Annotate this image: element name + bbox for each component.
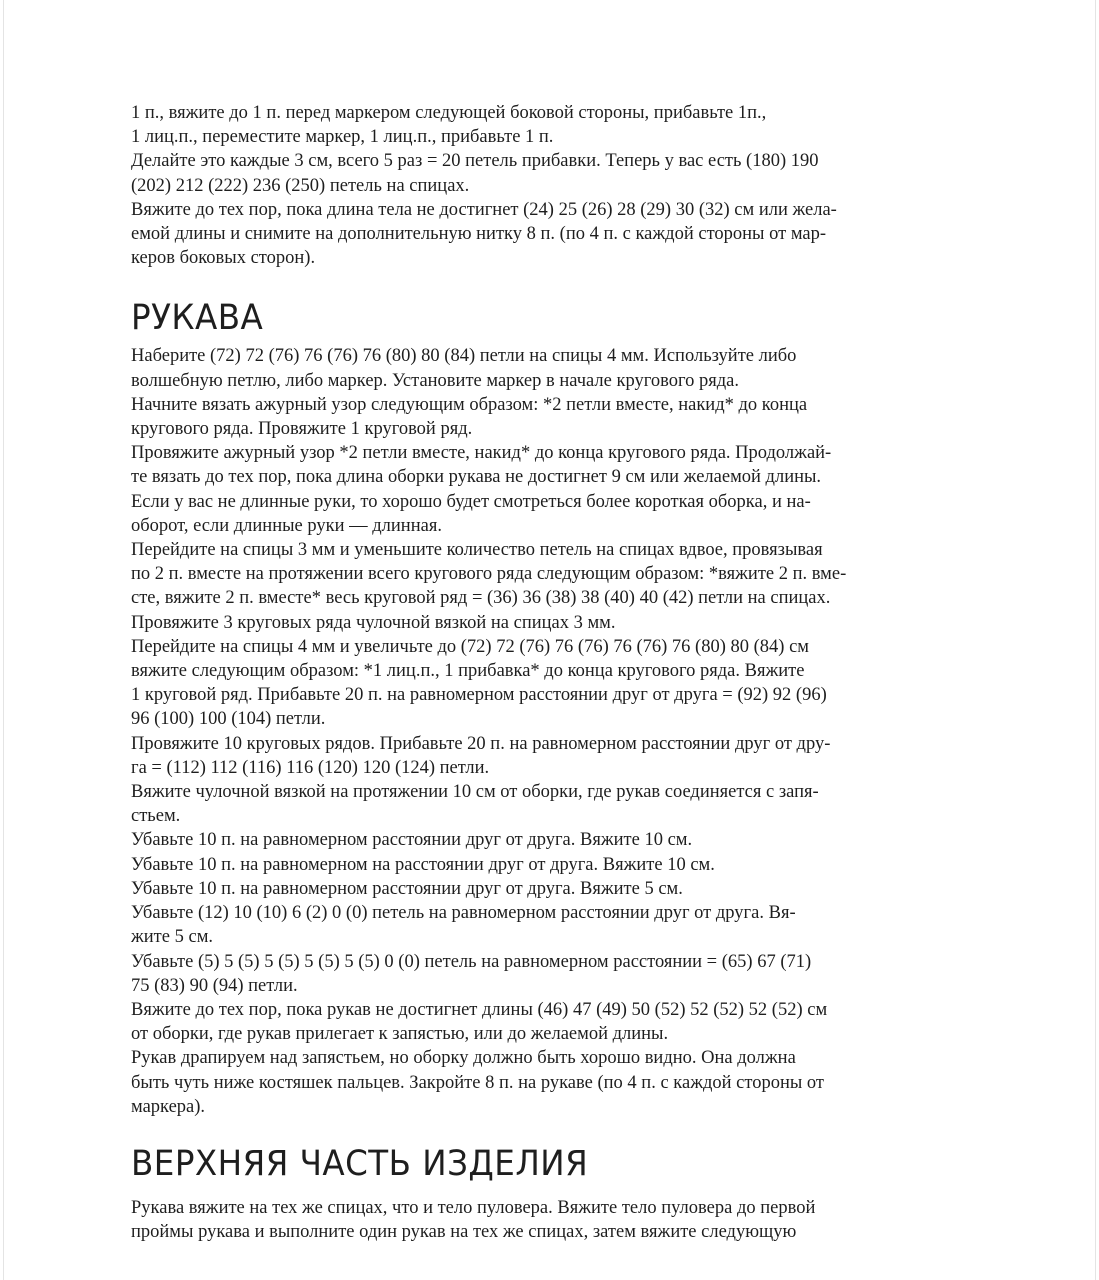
text-line: Наберите (72) 72 (76) 76 (76) 76 (80) 80 (84) петли на спицы 4 мм. Используйте либо xyxy=(131,346,797,367)
paragraph xyxy=(131,780,931,828)
text-line: от оборки, где рукав прилегает к запястью, или до желаемой длины. xyxy=(131,1024,669,1045)
text-line: 75 (83) 90 (94) петли. xyxy=(131,975,298,996)
text-line: стьем. xyxy=(131,806,181,827)
paragraph xyxy=(131,998,931,1046)
paragraph xyxy=(131,853,931,877)
sleeves-section xyxy=(131,344,931,1119)
paragraph xyxy=(131,393,931,441)
text-line: оборот, если длинные руки — длинная. xyxy=(131,515,442,536)
paragraph xyxy=(131,344,931,392)
text-line: по 2 п. вместе на протяжении всего кругового ряда следующим образом: *вяжите 2 п. вме- xyxy=(131,564,847,585)
paragraph xyxy=(131,828,931,852)
text-line: Вяжите чулочной вязкой на протяжении 10 см от оборки, где рукав соединяется с запя- xyxy=(131,782,819,803)
intro-section xyxy=(131,101,931,270)
paragraph xyxy=(131,732,931,780)
paragraph xyxy=(131,198,931,271)
paragraph xyxy=(131,635,931,732)
text-line: емой длины и снимите на дополнительную нитку 8 п. (по 4 п. с каждой стороны от мар- xyxy=(131,224,827,245)
paragraph xyxy=(131,538,931,611)
text-line: керов боковых сторон). xyxy=(131,248,316,269)
paragraph xyxy=(131,877,931,901)
page-content xyxy=(131,101,931,1244)
paragraph xyxy=(131,1046,931,1119)
text-line: Убавьте (5) 5 (5) 5 (5) 5 (5) 5 (5) 0 (0) петель на равномерном расстоянии = (65) 67 (71) xyxy=(131,951,812,972)
upper-part-section xyxy=(131,1196,931,1244)
paragraph xyxy=(131,950,931,998)
paragraph xyxy=(131,441,931,489)
text-line: волшебную петлю, либо маркер. Установите маркер в начале кругового ряда. xyxy=(131,370,739,391)
paragraph xyxy=(131,149,931,197)
text-line: Если у вас не длинные руки, то хорошо будет смотреться более короткая оборка, и на- xyxy=(131,491,811,512)
text-line: проймы рукава и выполните один рукав на тех же спицах, затем вяжите следующую xyxy=(131,1222,797,1243)
text-line: Перейдите на спицы 3 мм и уменьшите количество петель на спицах вдвое, провязывая xyxy=(131,540,823,561)
text-line: кругового ряда. Провяжите 1 круговой ряд. xyxy=(131,419,473,440)
text-line: вяжите следующим образом: *1 лиц.п., 1 прибавка* до конца кругового ряда. Вяжите xyxy=(131,661,805,682)
text-line: 96 (100) 100 (104) петли. xyxy=(131,709,326,730)
text-line: быть чуть ниже костяшек пальцев. Закройте 8 п. на рукаве (по 4 п. с каждой стороны от xyxy=(131,1072,825,1093)
text-line: жите 5 см. xyxy=(131,927,214,948)
text-line: Провяжите 3 круговых ряда чулочной вязкой на спицах 3 мм. xyxy=(131,612,616,633)
section-heading-upper-part: ВЕРХНЯЯ ЧАСТЬ ИЗДЕЛИЯ xyxy=(131,1143,589,1184)
paragraph xyxy=(131,1196,931,1244)
text-line: Начните вязать ажурный узор следующим образом: *2 петли вместе, накид* до конца xyxy=(131,394,808,415)
paragraph xyxy=(131,901,931,949)
text-line: Рукава вяжите на тех же спицах, что и тело пуловера. Вяжите тело пуловера до первой xyxy=(131,1197,816,1218)
text-line: Убавьте 10 п. на равномерном расстоянии друг от друга. Вяжите 5 см. xyxy=(131,878,683,899)
text-line: Рукав драпируем над запястьем, но оборку должно быть хорошо видно. Она должна xyxy=(131,1048,796,1069)
text-line: те вязать до тех пор, пока длина оборки рукава не достигнет 9 см или желаемой длины. xyxy=(131,467,822,488)
text-line: га = (112) 112 (116) 116 (120) 120 (124) петли. xyxy=(131,757,490,778)
text-line: Вяжите до тех пор, пока длина тела не достигнет (24) 25 (26) 28 (29) 30 (32) см или жела- xyxy=(131,199,837,220)
text-line: (202) 212 (222) 236 (250) петель на спицах. xyxy=(131,175,470,196)
text-line: Вяжите до тех пор, пока рукав не достигнет длины (46) 47 (49) 50 (52) 52 (52) 52 (52) см xyxy=(131,999,828,1020)
text-line: Убавьте 10 п. на равномерном расстоянии друг от друга. Вяжите 10 см. xyxy=(131,830,693,851)
paragraph xyxy=(131,611,931,635)
text-line: Перейдите на спицы 4 мм и увеличьте до (72) 72 (76) 76 (76) 76 (76) 76 (80) 80 (84) см xyxy=(131,636,809,657)
text-line: Провяжите 10 круговых рядов. Прибавьте 20 п. на равномерном расстоянии друг от дру- xyxy=(131,733,831,754)
text-line: 1 лиц.п., переместите маркер, 1 лиц.п., прибавьте 1 п. xyxy=(131,127,554,148)
text-line: Провяжите ажурный узор *2 петли вместе, накид* до конца кругового ряда. Продолжай- xyxy=(131,443,832,464)
document-page xyxy=(3,0,1096,1280)
text-line: Убавьте 10 п. на равномерном на расстоянии друг от друга. Вяжите 10 см. xyxy=(131,854,715,875)
text-line: Делайте это каждые 3 см, всего 5 раз = 20 петель прибавки. Теперь у вас есть (180) 190 xyxy=(131,151,819,172)
paragraph xyxy=(131,490,931,538)
text-line: Убавьте (12) 10 (10) 6 (2) 0 (0) петель на равномерном расстоянии друг от друга. Вя- xyxy=(131,903,796,924)
paragraph xyxy=(131,101,931,149)
section-heading-sleeves: РУКАВА xyxy=(131,298,264,339)
text-line: 1 круговой ряд. Прибавьте 20 п. на равномерном расстоянии друг от друга = (92) 92 (96) xyxy=(131,685,827,706)
text-line: 1 п., вяжите до 1 п. перед маркером следующей боковой стороны, прибавьте 1п., xyxy=(131,103,767,123)
text-line: сте, вяжите 2 п. вместе* весь круговой ряд = (36) 36 (38) 38 (40) 40 (42) петли на спицах. xyxy=(131,588,831,609)
text-line: маркера). xyxy=(131,1096,206,1117)
